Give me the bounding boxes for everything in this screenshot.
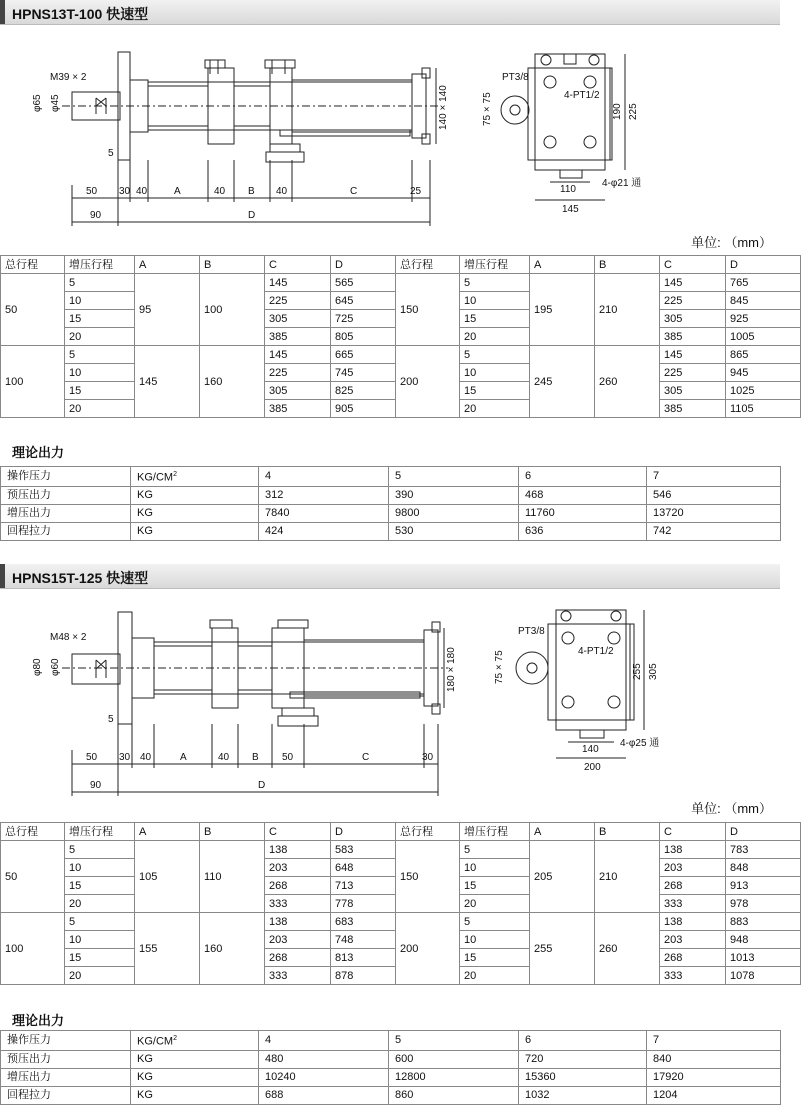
cell-D: 883 [726,913,801,931]
cell-boost-stroke: 10 [460,931,530,949]
section-hpns13t [0,0,780,550]
table-header-row [1,256,801,274]
pressure-value: 6 [519,467,647,487]
dim-D: D [248,210,256,221]
force-value: 13720 [647,504,781,522]
dim-90: 90 [90,210,102,221]
force-value: 480 [259,1050,389,1068]
unit-text: KG/CM [137,471,174,484]
force-value: 530 [389,522,519,540]
force-unit: KG [131,522,259,540]
force-value: 840 [647,1050,781,1068]
cell-D: 583 [331,841,396,859]
force-row [1,522,781,540]
header-col-C: C [265,256,331,274]
cell-boost-stroke: 15 [460,877,530,895]
cell-boost-stroke: 5 [460,913,530,931]
force-unit: KG [131,1086,259,1104]
cell-D: 725 [331,310,396,328]
dim-30: 30 [119,186,131,197]
height-dim-1: 255 [632,663,643,680]
force-table [0,466,781,541]
title-mark [0,564,5,588]
table-row [1,346,801,364]
dim-C: C [350,186,358,197]
force-row [1,486,781,504]
cell-total-stroke: 100 [1,346,65,418]
force-row [1,1086,781,1104]
cell-boost-stroke: 10 [65,364,135,382]
rod-diameter-1: φ80 [32,658,43,676]
cell-A: 195 [530,274,595,346]
dim-C: C [362,752,370,763]
cell-A: 95 [135,274,200,346]
force-unit: KG [131,504,259,522]
cell-A: 145 [135,346,200,418]
force-unit: KG [131,1050,259,1068]
force-label: 增压出力 [1,1068,131,1086]
cell-boost-stroke: 15 [460,310,530,328]
dim-A: A [180,752,187,763]
cell-D: 748 [331,931,396,949]
force-value: 424 [259,522,389,540]
cell-boost-stroke: 5 [65,913,135,931]
cell-B: 100 [200,274,265,346]
force-value: 12800 [389,1068,519,1086]
square-dim: 75 × 75 [482,92,493,126]
cell-C: 145 [265,274,331,292]
cell-D: 778 [331,895,396,913]
cell-total-stroke: 200 [396,346,460,418]
cell-total-stroke: 150 [396,274,460,346]
cell-boost-stroke: 10 [460,859,530,877]
section-hpns15t [0,560,780,1106]
table-row [1,274,801,292]
force-value: 860 [389,1086,519,1104]
cell-C: 203 [660,859,726,877]
pressure-value: 5 [389,1031,519,1051]
cell-boost-stroke: 5 [65,841,135,859]
pressure-label: 操作压力 [1,467,131,487]
cell-D: 1005 [726,328,801,346]
dim-D: D [258,780,266,791]
dim-50: 50 [86,752,98,763]
force-value: 720 [519,1050,647,1068]
force-value: 11760 [519,504,647,522]
cell-boost-stroke: 20 [65,967,135,985]
cell-C: 225 [265,292,331,310]
cell-C: 138 [265,913,331,931]
cell-C: 268 [660,949,726,967]
cell-C: 138 [660,913,726,931]
cell-D: 1078 [726,967,801,985]
table-row [1,841,801,859]
cell-boost-stroke: 5 [460,274,530,292]
dim-A: A [174,186,181,197]
cell-total-stroke: 150 [396,841,460,913]
header-col-C: C [660,256,726,274]
header-col-D: D [331,823,396,841]
cell-B: 110 [200,841,265,913]
cylinder-side-drawing [0,30,450,240]
dim-50: 50 [86,186,98,197]
cell-boost-stroke: 20 [460,895,530,913]
cell-C: 268 [265,949,331,967]
cell-C: 333 [660,895,726,913]
cell-boost-stroke: 10 [65,931,135,949]
cell-total-stroke: 100 [1,913,65,985]
cell-C: 385 [265,400,331,418]
cell-C: 225 [660,292,726,310]
force-value: 600 [389,1050,519,1068]
cell-C: 203 [265,931,331,949]
cell-boost-stroke: 20 [460,328,530,346]
force-row [1,1050,781,1068]
cell-D: 878 [331,967,396,985]
header-col-A: A [135,256,200,274]
cell-B: 210 [595,274,660,346]
cell-C: 385 [660,328,726,346]
section-title-bar [0,0,780,25]
cell-D: 813 [331,949,396,967]
cell-D: 978 [726,895,801,913]
cell-C: 138 [660,841,726,859]
pressure-label: 操作压力 [1,1031,131,1051]
header-total-stroke: 总行程 [396,256,460,274]
force-unit: KG [131,486,259,504]
cell-C: 333 [265,967,331,985]
cell-C: 138 [265,841,331,859]
dim-25: 25 [410,186,422,197]
cell-B: 160 [200,913,265,985]
force-value: 17920 [647,1068,781,1086]
dim-40b: 40 [218,752,230,763]
dim-B: B [248,186,255,197]
unit-superscript: 2 [173,471,177,478]
pressure-row [1,1031,781,1051]
force-value: 688 [259,1086,389,1104]
rod-diameter-2: φ45 [50,94,61,112]
cell-D: 1013 [726,949,801,967]
cell-total-stroke: 50 [1,841,65,913]
pressure-unit [131,1031,259,1051]
header-col-D: D [726,823,801,841]
force-value: 636 [519,522,647,540]
cell-boost-stroke: 10 [460,292,530,310]
cell-D: 845 [726,292,801,310]
cell-total-stroke: 200 [396,913,460,985]
rod-diameter-2: φ60 [50,658,61,676]
cell-boost-stroke: 10 [65,292,135,310]
header-total-stroke: 总行程 [1,823,65,841]
cell-D: 905 [331,400,396,418]
pressure-value: 5 [389,467,519,487]
header-col-B: B [200,823,265,841]
cell-C: 385 [660,400,726,418]
cell-C: 225 [660,364,726,382]
height-dim-2: 225 [628,103,639,120]
cell-B: 210 [595,841,660,913]
width-dim-1: 140 [582,744,599,755]
cylinder-end-view [490,610,690,780]
cell-C: 203 [265,859,331,877]
force-value: 546 [647,486,781,504]
cell-C: 145 [265,346,331,364]
header-col-B: B [595,256,660,274]
header-boost-stroke: 增压行程 [460,823,530,841]
cell-D: 848 [726,859,801,877]
cylinder-side-drawing [0,600,457,820]
cell-boost-stroke: 15 [460,382,530,400]
thread-label: M48 × 2 [50,632,87,643]
dim-40a: 40 [140,752,152,763]
cell-total-stroke: 50 [1,274,65,346]
cell-C: 305 [265,382,331,400]
force-value: 742 [647,522,781,540]
port-label-2: 4-PT1/2 [564,90,600,101]
cell-D: 825 [331,382,396,400]
force-label: 回程拉力 [1,522,131,540]
cell-D: 648 [331,859,396,877]
width-dim-2: 145 [562,204,579,215]
pressure-row [1,467,781,487]
pressure-value: 4 [259,1031,389,1051]
holes-label: 4-φ25 通 [620,738,660,749]
force-value: 10240 [259,1068,389,1086]
cell-boost-stroke: 15 [65,877,135,895]
cell-D: 565 [331,274,396,292]
dim-50b: 50 [282,752,294,763]
cell-A: 155 [135,913,200,985]
header-col-A: A [530,256,595,274]
dim-B: B [252,752,259,763]
cell-D: 945 [726,364,801,382]
square-dim: 75 × 75 [494,650,505,684]
section-title-bar [0,564,780,589]
cell-boost-stroke: 20 [460,967,530,985]
header-col-C: C [660,823,726,841]
cell-A: 205 [530,841,595,913]
force-value: 1032 [519,1086,647,1104]
header-col-A: A [135,823,200,841]
header-total-stroke: 总行程 [396,823,460,841]
cell-boost-stroke: 20 [65,328,135,346]
cell-D: 713 [331,877,396,895]
force-title: 理论出力 [12,1013,65,1028]
force-value: 15360 [519,1068,647,1086]
thread-label: M39 × 2 [50,72,87,83]
cell-B: 260 [595,346,660,418]
width-dim-1: 110 [560,184,576,195]
cell-C: 145 [660,274,726,292]
table-row [1,913,801,931]
force-unit: KG [131,1068,259,1086]
dim-40b: 40 [214,186,226,197]
force-value: 1204 [647,1086,781,1104]
title-mark [0,0,5,24]
cell-D: 865 [726,346,801,364]
header-total-stroke: 总行程 [1,256,65,274]
cell-C: 333 [660,967,726,985]
height-dim-1: 190 [612,103,623,120]
small-dim: 5 [108,148,114,159]
cell-B: 260 [595,913,660,985]
dim-30: 30 [119,752,131,763]
section-title: HPNS15T-125 快速型 [12,570,149,586]
cell-D: 665 [331,346,396,364]
cell-boost-stroke: 20 [460,400,530,418]
port-label-1: PT3/8 [502,72,529,83]
cylinder-end-view [480,50,680,230]
cell-C: 268 [265,877,331,895]
force-label: 增压出力 [1,504,131,522]
cell-D: 745 [331,364,396,382]
cell-C: 305 [660,310,726,328]
cell-boost-stroke: 15 [65,310,135,328]
pressure-value: 7 [647,467,781,487]
cell-boost-stroke: 5 [65,346,135,364]
force-label: 预压出力 [1,486,131,504]
cell-boost-stroke: 5 [460,346,530,364]
cell-B: 160 [200,346,265,418]
cell-boost-stroke: 15 [460,949,530,967]
header-col-A: A [530,823,595,841]
cell-A: 245 [530,346,595,418]
cell-boost-stroke: 15 [65,949,135,967]
cell-C: 268 [660,877,726,895]
cell-D: 805 [331,328,396,346]
cell-A: 105 [135,841,200,913]
dimension-table [0,255,801,418]
force-value: 9800 [389,504,519,522]
height-dim-2: 305 [648,663,659,680]
cell-D: 683 [331,913,396,931]
pressure-value: 4 [259,467,389,487]
header-col-D: D [726,256,801,274]
cell-C: 385 [265,328,331,346]
force-value: 7840 [259,504,389,522]
cell-boost-stroke: 5 [65,274,135,292]
cell-A: 255 [530,913,595,985]
cell-D: 925 [726,310,801,328]
cell-boost-stroke: 20 [65,400,135,418]
header-col-B: B [200,256,265,274]
cell-D: 913 [726,877,801,895]
unit-label: 单位: （mm） [691,235,772,250]
unit-text: KG/CM [137,1035,174,1048]
header-boost-stroke: 增压行程 [65,256,135,274]
cell-boost-stroke: 10 [460,364,530,382]
cell-D: 948 [726,931,801,949]
unit-label: 单位: （mm） [691,801,772,816]
width-dim-2: 200 [584,762,601,773]
cell-boost-stroke: 15 [65,382,135,400]
force-label: 回程拉力 [1,1086,131,1104]
dim-40c: 40 [276,186,288,197]
section-title: HPNS13T-100 快速型 [12,6,149,22]
table-header-row [1,823,801,841]
holes-label: 4-φ21 通 [602,178,642,189]
cell-boost-stroke: 5 [460,841,530,859]
force-label: 预压出力 [1,1050,131,1068]
force-table [0,1030,781,1105]
cell-D: 645 [331,292,396,310]
dim-40a: 40 [136,186,148,197]
header-col-C: C [265,823,331,841]
side-dim: 140 × 140 [438,85,449,130]
force-value: 468 [519,486,647,504]
cell-C: 305 [660,382,726,400]
cell-D: 1025 [726,382,801,400]
header-boost-stroke: 增压行程 [460,256,530,274]
unit-superscript: 2 [173,1035,177,1042]
force-row [1,504,781,522]
side-dim: 180 × 180 [446,647,457,692]
dimension-table [0,822,801,985]
port-label-2: 4-PT1/2 [578,646,614,657]
force-row [1,1068,781,1086]
port-label-1: PT3/8 [518,626,545,637]
cell-D: 783 [726,841,801,859]
force-title: 理论出力 [12,445,65,460]
header-col-D: D [331,256,396,274]
pressure-value: 6 [519,1031,647,1051]
cell-D: 1105 [726,400,801,418]
rod-diameter-1: φ65 [32,94,43,112]
header-col-B: B [595,823,660,841]
cell-D: 765 [726,274,801,292]
pressure-unit [131,467,259,487]
cell-boost-stroke: 10 [65,859,135,877]
dim-90: 90 [90,780,102,791]
cell-C: 203 [660,931,726,949]
cell-C: 145 [660,346,726,364]
cell-boost-stroke: 20 [65,895,135,913]
pressure-value: 7 [647,1031,781,1051]
force-value: 312 [259,486,389,504]
small-dim: 5 [108,714,114,725]
header-boost-stroke: 增压行程 [65,823,135,841]
force-value: 390 [389,486,519,504]
dim-30b: 30 [422,752,434,763]
cell-C: 333 [265,895,331,913]
cell-C: 305 [265,310,331,328]
cell-C: 225 [265,364,331,382]
